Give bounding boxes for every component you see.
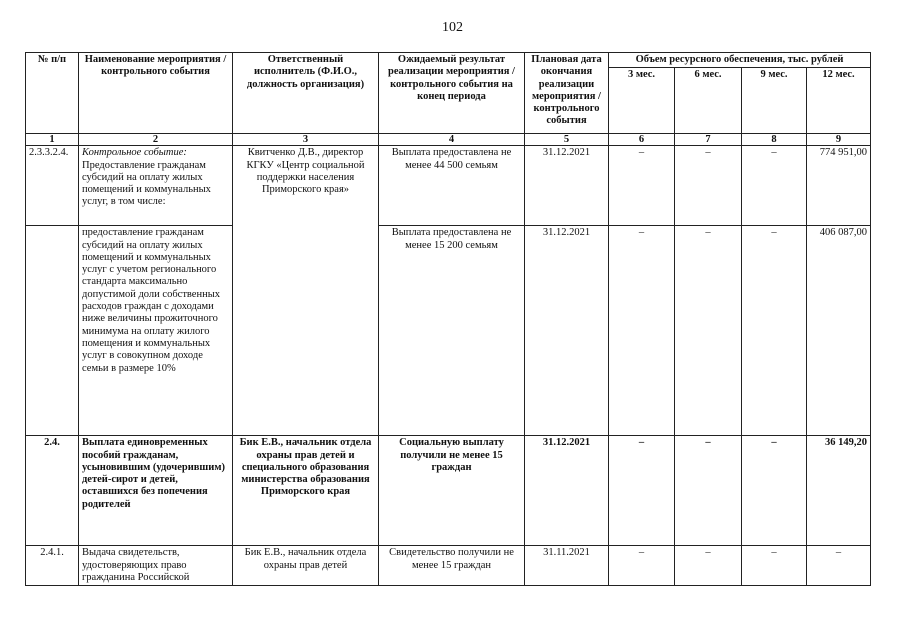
row-m9: – <box>742 436 807 546</box>
header-result: Ожидаемый результат реализации мероприятия / контрольного события на конец периода <box>379 53 525 134</box>
row-m6: – <box>675 436 742 546</box>
header-m6: 6 мес. <box>675 68 742 134</box>
page-number: 102 <box>442 20 463 35</box>
column-number: 9 <box>807 134 871 146</box>
row-m6: – <box>675 146 742 226</box>
header-num: № п/п <box>26 53 79 134</box>
control-event-label: Контрольное событие: <box>82 147 187 159</box>
column-number: 7 <box>675 134 742 146</box>
header-m3: 3 мес. <box>609 68 675 134</box>
row-m12: 774 951,00 <box>807 146 871 226</box>
row-name: Выдача свидетельств, удостоверяющих право гражданина Российской <box>79 546 233 586</box>
column-number: 3 <box>233 134 379 146</box>
row-responsible: Бик Е.В., начальник отдела охраны прав детей <box>233 546 379 586</box>
row-date: 31.12.2021 <box>525 226 609 436</box>
table-row <box>26 546 871 586</box>
row-m3: – <box>609 546 675 586</box>
row-m12: – <box>807 546 871 586</box>
resource-table <box>25 52 871 586</box>
column-number-row <box>26 134 871 146</box>
row-result: Социальную выплату получили не менее 15 граждан <box>379 436 525 546</box>
column-number: 2 <box>79 134 233 146</box>
row-num: 2.4.1. <box>26 546 79 586</box>
row-m9: – <box>742 546 807 586</box>
row-name: Выплата единовременных пособий гражданам, усыновившим (удочерившим) детей-сирот и детей, оставшихся без попечения родителей <box>79 436 233 546</box>
row-m3: – <box>609 436 675 546</box>
row-m3: – <box>609 146 675 226</box>
row-date: 31.12.2021 <box>525 146 609 226</box>
column-number: 4 <box>379 134 525 146</box>
column-number: 6 <box>609 134 675 146</box>
column-number: 8 <box>742 134 807 146</box>
header-resources: Объем ресурсного обеспечения, тыс. рублей <box>609 53 871 68</box>
row-m12: 36 149,20 <box>807 436 871 546</box>
row-m3: – <box>609 226 675 436</box>
table-row <box>26 436 871 546</box>
row-result: Свидетельство получили не менее 15 граждан <box>379 546 525 586</box>
row-date: 31.11.2021 <box>525 546 609 586</box>
row-responsible: Бик Е.В., начальник отдела охраны прав детей и специального образования министерства образования Приморского края <box>233 436 379 546</box>
row-num <box>26 226 79 436</box>
table-row <box>26 146 871 226</box>
header-m9: 9 мес. <box>742 68 807 134</box>
row-num: 2.4. <box>26 436 79 546</box>
row-num: 2.3.3.2.4. <box>26 146 79 226</box>
row-name: предоставление гражданам субсидий на оплату жилых помещений и коммунальных услуг с учетом регионального стандарта максимально допустимой доли собственных расходов граждан с доходами ниже величины прожиточного минимума на оплату жилого помещения и коммунальных услуг в совокупном доходе семьи в размере 10% <box>79 226 233 436</box>
row-m6: – <box>675 226 742 436</box>
header-m12: 12 мес. <box>807 68 871 134</box>
column-number: 5 <box>525 134 609 146</box>
row-m12: 406 087,00 <box>807 226 871 436</box>
row-name-text: Предоставление гражданам субсидий на оплату жилых помещений и коммунальных услуг, в том числе: <box>82 159 211 208</box>
row-result: Выплата предоставлена не менее 15 200 семьям <box>379 226 525 436</box>
row-m9: – <box>742 146 807 226</box>
row-responsible: Квитченко Д.В., директор КГКУ «Центр социальной поддержки населения Приморского края» <box>233 146 379 436</box>
row-m9: – <box>742 226 807 436</box>
header-name: Наименование мероприятия / контрольного события <box>79 53 233 134</box>
column-number: 1 <box>26 134 79 146</box>
row-date: 31.12.2021 <box>525 436 609 546</box>
row-name <box>79 146 233 226</box>
header-responsible: Ответственный исполнитель (Ф.И.О., должность организация) <box>233 53 379 134</box>
header-date: Плановая дата окончания реализации мероприятия / контрольного события <box>525 53 609 134</box>
row-m6: – <box>675 546 742 586</box>
table-row <box>26 226 871 436</box>
row-result: Выплата предоставлена не менее 44 500 семьям <box>379 146 525 226</box>
